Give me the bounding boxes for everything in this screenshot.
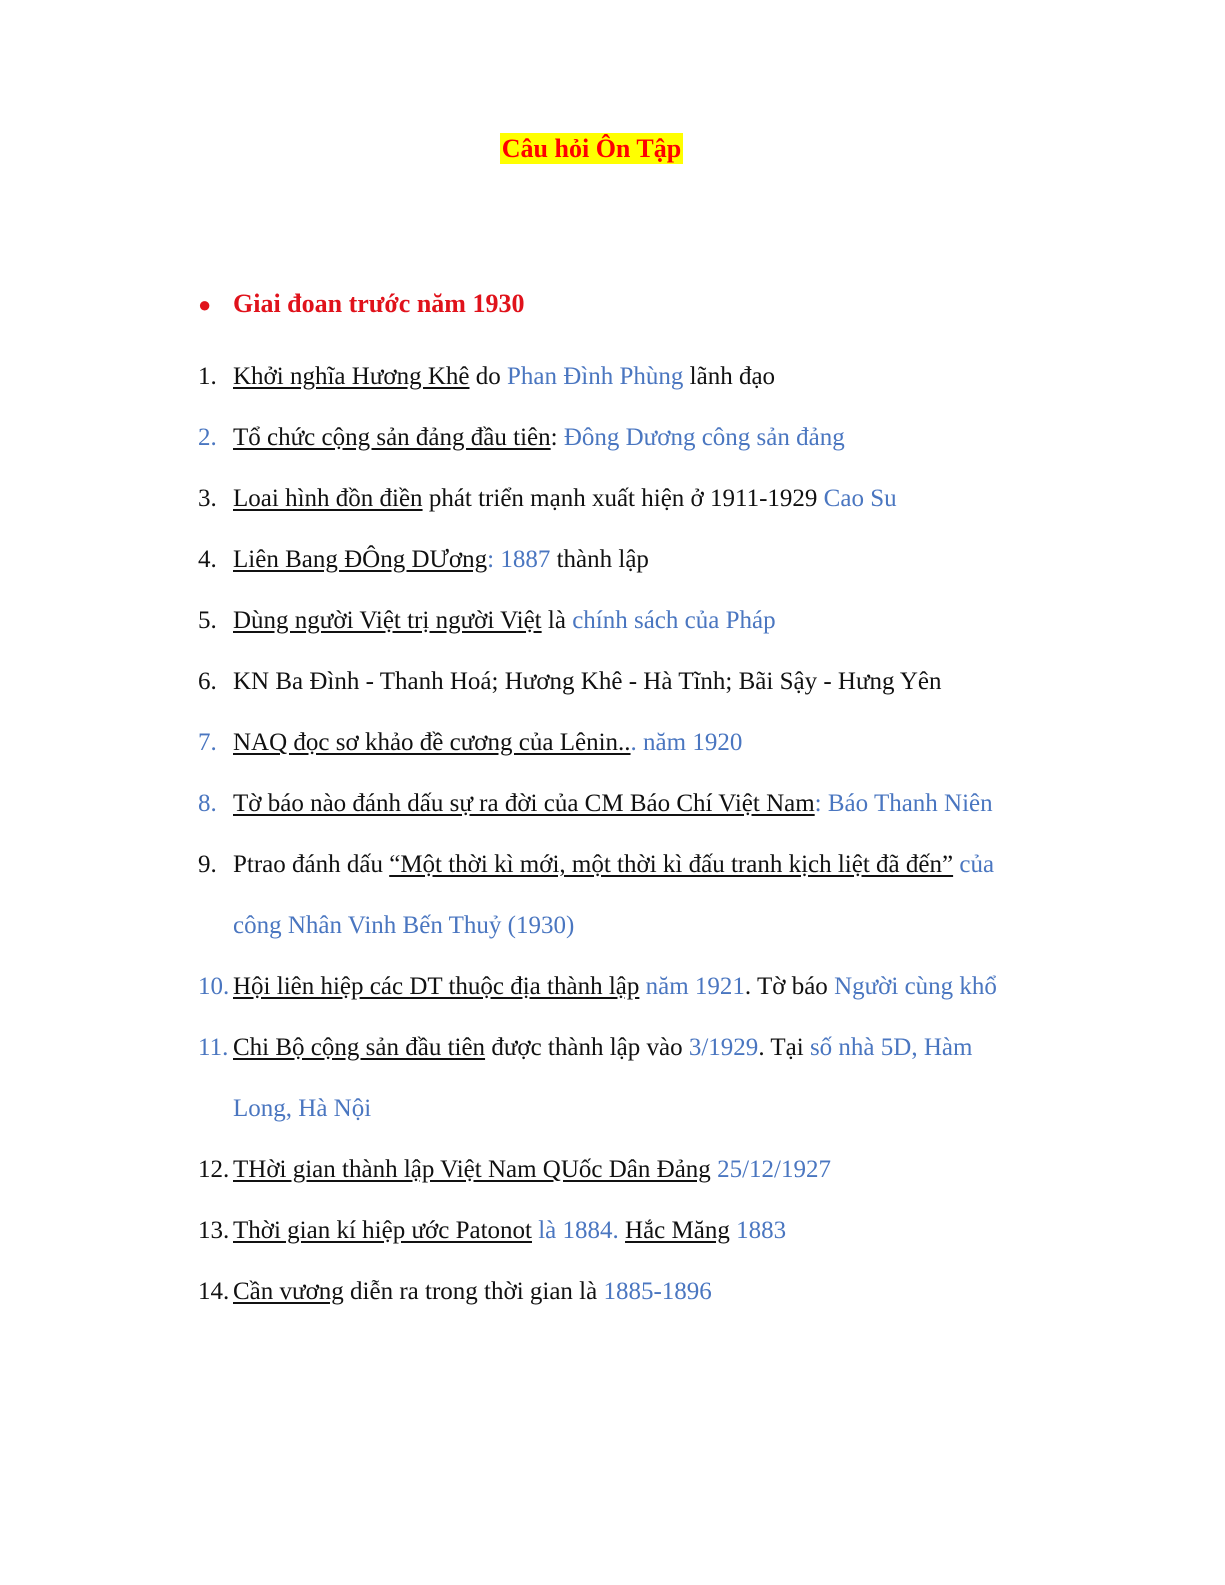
item-answer: 3/1929 bbox=[688, 1034, 759, 1061]
item-answer-2: số nhà 5D, Hàm Long, Hà Nội bbox=[233, 1034, 973, 1122]
item-number: 2. bbox=[198, 424, 217, 451]
list-item bbox=[198, 773, 1028, 834]
page-title: Câu hỏi Ôn Tập bbox=[501, 134, 682, 163]
item-answer: Cao Su bbox=[823, 485, 897, 512]
item-answer: là 1884. bbox=[538, 1217, 626, 1244]
item-number: 12. bbox=[198, 1156, 230, 1183]
item-answer-2: Người cùng khổ bbox=[834, 973, 997, 1000]
item-separator: : bbox=[814, 790, 828, 817]
list-item bbox=[198, 1017, 1028, 1139]
item-question-2: Hắc Măng bbox=[625, 1217, 730, 1244]
item-question: Khởi nghĩa Hương Khê bbox=[233, 363, 470, 390]
list-item bbox=[198, 407, 1028, 468]
item-answer: Đông Dương công sản đảng bbox=[563, 424, 845, 451]
item-question: Tổ chức cộng sản đảng đầu tiên bbox=[233, 424, 551, 451]
item-number: 11. bbox=[198, 1034, 229, 1061]
item-connector: . Tờ báo bbox=[744, 973, 835, 1000]
item-text: KN Ba Đình - Thanh Hoá; Hương Khê - Hà Tĩnh; Bãi Sậy - Hưng Yên bbox=[233, 668, 942, 695]
item-answer: năm 1921 bbox=[645, 973, 745, 1000]
item-number: 6. bbox=[198, 668, 217, 695]
item-answer: 25/12/1927 bbox=[717, 1156, 831, 1183]
item-number: 10. bbox=[198, 973, 230, 1000]
item-number: 13. bbox=[198, 1217, 230, 1244]
list-item bbox=[198, 529, 1028, 590]
list-item bbox=[198, 1200, 1028, 1261]
item-tail: thành lập bbox=[550, 546, 649, 573]
item-number: 8. bbox=[198, 790, 217, 817]
item-answer-2: 1883 bbox=[729, 1217, 787, 1244]
item-question: Dùng người Việt trị người Việt bbox=[233, 607, 542, 634]
list-item bbox=[198, 468, 1028, 529]
list-item bbox=[198, 712, 1028, 773]
item-number: 3. bbox=[198, 485, 217, 512]
section-heading bbox=[198, 289, 524, 319]
item-answer: của công Nhân Vinh Bến Thuỷ (1930) bbox=[233, 851, 995, 939]
item-number: 9. bbox=[198, 851, 217, 878]
item-question: Tờ báo nào đánh dấu sự ra đời của CM Báo Chí Việt Nam bbox=[233, 790, 815, 817]
item-prefix: Ptrao đánh dấu bbox=[233, 851, 390, 878]
item-separator: . bbox=[630, 729, 644, 756]
item-connector: là bbox=[541, 607, 573, 634]
item-question: Chi Bộ cộng sản đầu tiên bbox=[233, 1034, 486, 1061]
item-connector-2: . Tại bbox=[758, 1034, 810, 1061]
item-question: Hội liên hiệp các DT thuộc địa thành lập bbox=[233, 973, 640, 1000]
page-title-wrap bbox=[0, 134, 1183, 164]
list-item bbox=[198, 651, 1028, 712]
item-question: NAQ đọc sơ khảo đề cương của Lênin.. bbox=[233, 729, 631, 756]
item-answer: 1885-1896 bbox=[603, 1278, 712, 1305]
item-number: 1. bbox=[198, 363, 217, 390]
section-heading-text: Giai đoan trước năm 1930 bbox=[233, 289, 525, 318]
bullet-icon: ● bbox=[198, 292, 212, 317]
item-question: “Một thời kì mới, một thời kì đấu tranh kịch liệt đã đến” bbox=[389, 851, 954, 878]
item-question: THời gian thành lập Việt Nam QUốc Dân Đảng bbox=[233, 1156, 711, 1183]
list-item bbox=[198, 346, 1028, 407]
item-question: Loai hình đồn điền bbox=[233, 485, 423, 512]
item-answer: năm 1920 bbox=[643, 729, 743, 756]
list-item bbox=[198, 590, 1028, 651]
item-answer: Phan Đình Phùng bbox=[507, 363, 684, 390]
item-separator: : bbox=[487, 546, 501, 573]
item-number: 4. bbox=[198, 546, 217, 573]
item-number: 5. bbox=[198, 607, 217, 634]
item-answer: 1887 bbox=[500, 546, 551, 573]
item-separator: : bbox=[550, 424, 564, 451]
item-number: 14. bbox=[198, 1278, 230, 1305]
list-item bbox=[198, 1261, 1028, 1322]
list-item bbox=[198, 1139, 1028, 1200]
item-answer: chính sách của Pháp bbox=[572, 607, 776, 634]
item-connector: do bbox=[469, 363, 507, 390]
list-item bbox=[198, 834, 1028, 956]
question-list bbox=[198, 346, 1028, 1322]
item-answer: Báo Thanh Niên bbox=[827, 790, 993, 817]
item-connector: diễn ra trong thời gian là bbox=[343, 1278, 604, 1305]
item-number: 7. bbox=[198, 729, 217, 756]
item-question: Cần vương bbox=[233, 1278, 344, 1305]
item-connector: phát triển mạnh xuất hiện ở 1911-1929 bbox=[422, 485, 824, 512]
item-question: Thời gian kí hiệp ước Patonot bbox=[233, 1217, 532, 1244]
item-question: Liên Bang ĐÔng DƯơng bbox=[233, 546, 488, 573]
item-connector: được thành lập vào bbox=[485, 1034, 689, 1061]
list-item bbox=[198, 956, 1028, 1017]
item-tail: lãnh đạo bbox=[683, 363, 776, 390]
